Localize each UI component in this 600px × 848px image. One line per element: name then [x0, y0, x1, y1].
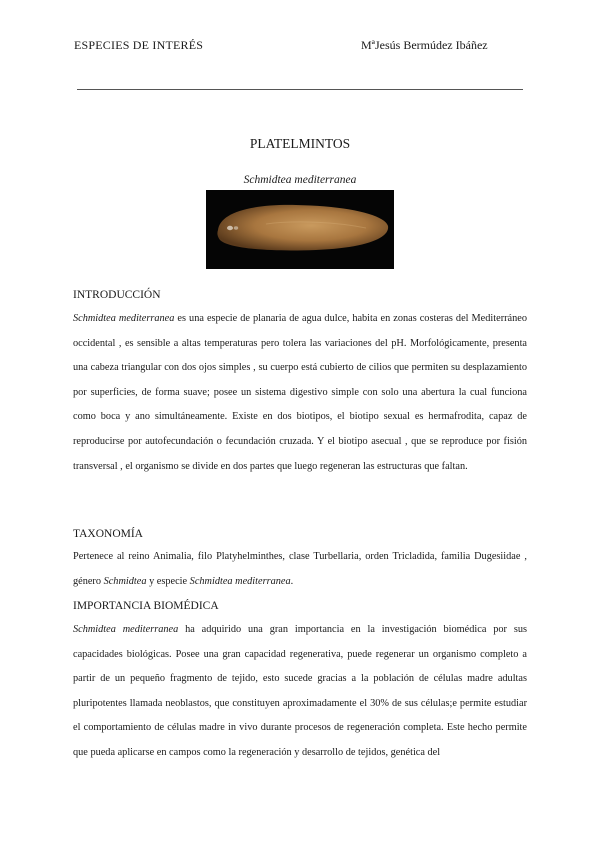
species-subtitle: Schmidtea mediterranea	[243, 174, 357, 186]
intro-species: Schmidtea mediterranea	[73, 313, 175, 324]
taxonomy-heading: TAXONOMÍA	[73, 528, 143, 540]
taxonomy-text-b: y especie	[146, 575, 190, 587]
biomed-species: Schmidtea mediterranea	[73, 624, 179, 635]
planarian-photo	[206, 190, 394, 269]
page-title: PLATELMINTOS	[249, 136, 351, 151]
taxonomy-paragraph	[73, 545, 527, 594]
intro-text: es una especie de planaria de agua dulce, habita en zonas costeras del Mediterráneo occidental , es sensible a altas temperaturas pero tolera las variaciones del pH. Morfológicamente, presenta una cabeza triangular con dos ojos simples , su cuerpo está cubierto de cilios que permiten su desplazamiento por superficies, de forma suave; posee un sistema digestivo simple con solo una abertura la cual funciona como boca y ano simultáneamente. Existe en dos biotipos, el biotipo sexual es hermafrodita, capaz de reproducirse por autofecundación o fecundación cruzada. Y el biotipo asecual , que se reproduce por fisión transversal , el organismo se divide en dos partes que luego regeneran las estructuras que faltan.	[73, 313, 527, 472]
taxonomy-text-c: .	[290, 575, 294, 587]
header-right: MªJesús Bermúdez Ibáñez	[361, 38, 488, 52]
planarian-illustration	[206, 190, 394, 269]
taxonomy-text-a: Pertenece al reino Animalia, filo Platyhelminthes, clase Turbellaria, orden Tricladida, familia Dugesiidae , género	[73, 551, 527, 587]
taxonomy-species: Schmidtea mediterranea	[189, 575, 291, 587]
intro-heading: INTRODUCCIÓN	[73, 289, 161, 301]
biomed-heading: IMPORTANCIA BIOMÉDICA	[73, 600, 219, 612]
taxonomy-genus: Schmidtea	[103, 575, 147, 587]
header-left: ESPECIES DE INTERÉS	[74, 38, 204, 52]
biomed-paragraph	[73, 618, 527, 766]
intro-paragraph	[73, 307, 527, 479]
biomed-text: ha adquirido una gran importancia en la investigación biomédica por sus capacidades biológicas. Posee una gran capacidad regenerativa, puede regenerar un organismo completo a partir de un pequeño fragmento de tejido, esto sucede gracias a la población de células madre adultas pluripotentes llamada neoblastos, que constituyen aproximadamente el 30% de sus células;e permite estudiar el comportamiento de células madre in vivo durante procesos de regeneración completa. Este hecho permite que pueda aplicarse en campos como la regeneración y desarrollo de tejidos, genética del	[73, 624, 527, 758]
header-rule	[77, 89, 523, 90]
